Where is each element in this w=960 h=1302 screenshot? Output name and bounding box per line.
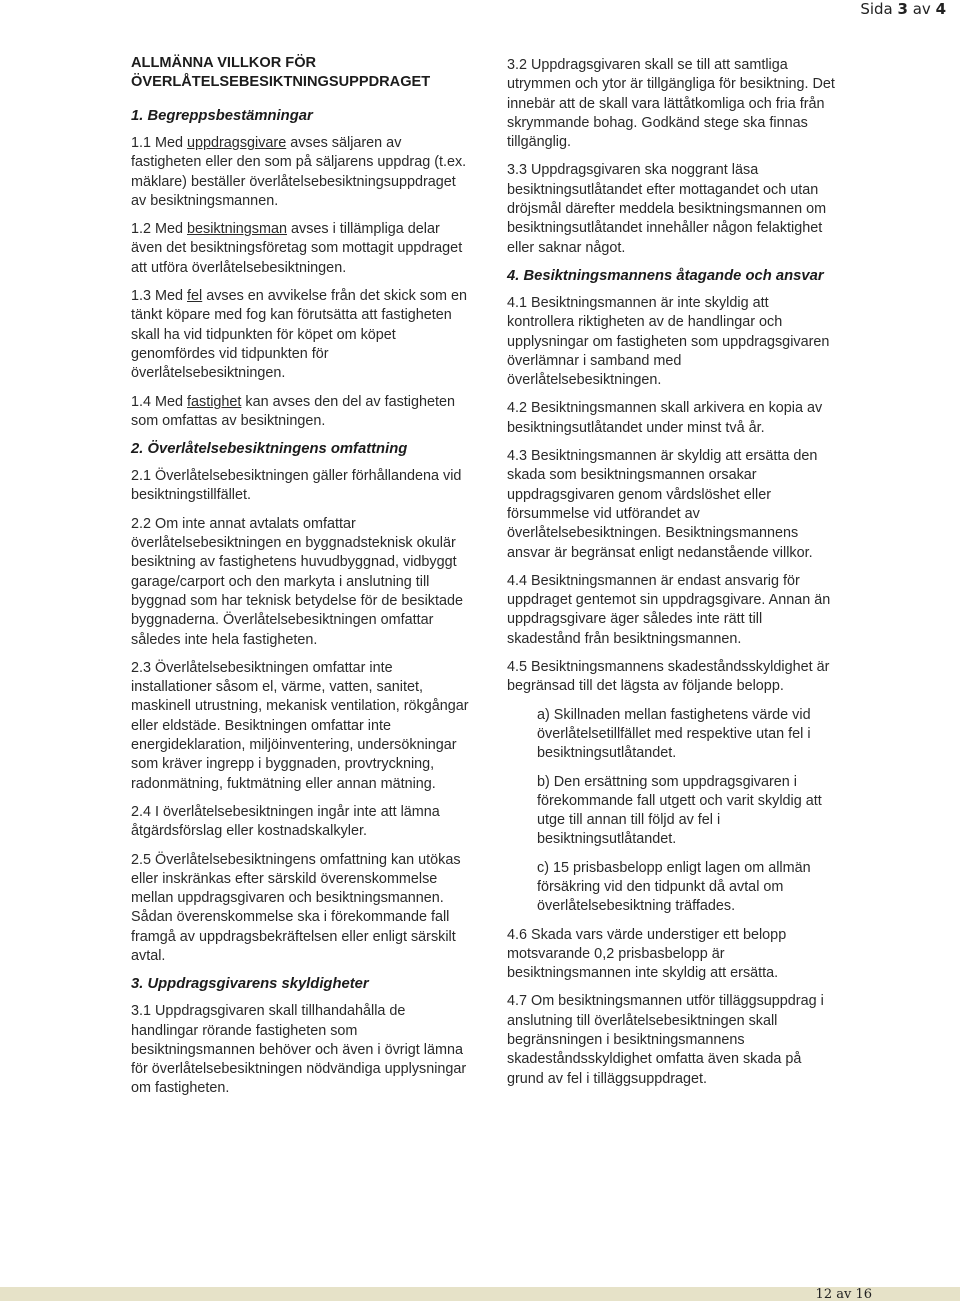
right-column [507, 56, 837, 1098]
footer-total-pages: 16 [855, 1287, 872, 1302]
page-header [860, 0, 946, 18]
clause-3-1: 3.1 Uppdragsgivaren skall tillhandahålla de handlingar rörande fastigheten som besiktningsmannen behöver och även i övrigt lämna för överlåtelsebesiktningen nödvändiga upplysningar om fastigheten. [131, 1003, 467, 1097]
clause-1-2: 1.2 Med besiktningsman avses i tillämpliga delar även det besiktningsföretag som mottagit uppdraget att utföra överlåtelsebesiktningen. [131, 221, 463, 276]
footer-page-number: 12 [815, 1287, 833, 1302]
clause-4-4: 4.4 Besiktningsmannen är endast ansvarig för uppdraget gentemot sin uppdragsgivare. Annan än uppdragsgivare äger således inte rätt till skadestånd från besiktningsmannen. [507, 572, 831, 647]
clause-2-1: 2.1 Överlåtelsebesiktningen gäller förhållandena vid besiktningstillfället. [131, 468, 462, 504]
clause-4-7: 4.7 Om besiktningsmannen utför tilläggsuppdrag i anslutning till överlåtelsebesiktningen skall begränsningen i besiktningsmannens skadeståndsskyldighet omfatta även skada på grund av fel i tilläggsuppdraget. [507, 993, 824, 1087]
clause-3-2: 3.2 Uppdragsgivaren skall se till att samtliga utrymmen och ytor är tillgängliga för besiktning. Det innebär att de skall vara lättåtkomliga och fria från skrymmande bohag. Godkänd stege ska finnas tillgänglig. [507, 57, 835, 151]
section-4-heading: 4. Besiktningsmannens åtagande och ansvar [507, 267, 824, 284]
defined-term: uppdragsgivare [187, 135, 287, 151]
clause-4-3: 4.3 Besiktningsmannen är skyldig att ersätta den skada som besiktningsmannen orsakar uppdragsgivaren genom vårdslöshet eller försummelse vid utförandet av överlåtelsebesiktningen. Besiktningsmannens ansvar är begränsat enligt nedanstående villkor. [507, 448, 818, 561]
section-2-heading: 2. Överlåtelsebesiktningens omfattning [131, 441, 408, 458]
document-title-line2: ÖVERLÅTELSEBESIKTNINGSUPPDRAGET [131, 74, 431, 90]
footer-middle: av [832, 1287, 856, 1302]
clause-4-2: 4.2 Besiktningsmannen skall arkivera en kopia av besiktningsutlåtandet under minst två år. [507, 400, 823, 436]
clause-4-5: 4.5 Besiktningsmannens skadeståndsskyldighet är begränsad till det lägsta av följande belopp. [507, 659, 830, 695]
section-3-heading: 3. Uppdragsgivarens skyldigheter [131, 976, 369, 993]
clause-4-6: 4.6 Skada vars värde understiger ett belopp motsvarande 0,2 prisbasbelopp är besiktningsmannen inte skyldig att ersätta. [507, 926, 787, 982]
current-page-number: 3 [897, 0, 908, 18]
clause-4-1: 4.1 Besiktningsmannen är inte skyldig att kontrollera riktigheten av de handlingar och upplysningar om fastigheten som uppdragsgivaren överlämnar i samband med överlåtelsebesiktningen. [507, 294, 830, 389]
document-title-line1: ALLMÄNNA VILLKOR FÖR [131, 55, 317, 71]
clause-4-5-a: a) Skillnaden mellan fastighetens värde vid överlåtelsetillfället med respektive utan fel i besiktningsutlåtandet. [537, 706, 811, 762]
clause-2-3: 2.3 Överlåtelsebesiktningen omfattar inte installationer såsom el, värme, vatten, sanitet, maskinell utrustning, mekanisk ventilation, rökgångar eller eldstäde. Besiktningen omfattar inte energideklaration, miljöinventering, undersökningar som kräver ingrepp i byggnaden, provtryckning, radonmätning, fuktmätning eller annan mätning. [131, 659, 469, 792]
clause-2-2: 2.2 Om inte annat avtalats omfattar överlåtelsebesiktningen en byggnadsteknisk okulär besiktning av fastighetens huvudbyggnad, vidbyggt garage/carport och den markyta i anslutning till byggnad som har teknisk betydelse för de besiktade byggnaderna. Överlåtelsebesiktningen omfattar således inte hela fastigheten. [131, 515, 463, 648]
defined-term: fel [187, 288, 203, 305]
defined-term: besiktningsman [187, 221, 287, 238]
clause-4-5-c: c) 15 prisbasbelopp enligt lagen om allmän försäkring vid den tidpunkt då avtal om överlåtelsebesiktning träffades. [537, 859, 811, 915]
total-page-number: 4 [935, 0, 946, 18]
document-title [131, 54, 471, 92]
clause-2-5: 2.5 Överlåtelsebesiktningens omfattning kan utökas eller inskränkas efter särskild överenskommelse mellan uppdragsgivaren och besiktningsmannen. Sådan överenskommelse ska i förekommande fall framgå av uppdragsbekräftelsen eller enligt särskilt avtal. [131, 851, 461, 964]
clause-2-4: 2.4 I överlåtelsebesiktningen ingår inte att lämna åtgärdsförslag eller kostnadskalkyler. [131, 803, 440, 840]
clause-1-3: 1.3 Med fel avses en avvikelse från det skick som en tänkt köpare med fog kan förutsätta att fastigheten skall ha vid tidpunkten för köpet om köpet genomfördes vid tidpunkten för överlåtelsebesiktningen. [131, 288, 467, 382]
clause-1-1: 1.1 Med uppdragsgivare avses säljaren av fastigheten eller den som på säljarens uppdrag (t.ex. mäklare) beställer överlåtelsebesiktningsuppdraget av besiktningsmannen. [131, 135, 467, 209]
clause-3-3: 3.3 Uppdragsgivaren ska noggrant läsa besiktningsutlåtandet efter mottagandet och utan dröjsmål därefter meddela besiktningsmannen om besiktningsutlåtandet innehåller någon felaktighet eller saknar något. [507, 162, 827, 256]
footer-page-indicator [816, 1287, 872, 1302]
section-1-heading: 1. Begreppsbestämningar [131, 108, 313, 124]
page-header-middle: av [907, 0, 936, 18]
left-column [131, 54, 471, 1108]
clause-4-5-b: b) Den ersättning som uppdragsgivaren i förekommande fall utgett och varit skyldig att utge till annan till följd av fel i besiktningsutlåtandet. [537, 773, 822, 848]
clause-1-4: 1.4 Med fastighet kan avses den del av fastigheten som omfattas av besiktningen. [131, 393, 456, 429]
page-header-prefix: Sida [860, 0, 898, 18]
defined-term: fastighet [187, 393, 242, 410]
